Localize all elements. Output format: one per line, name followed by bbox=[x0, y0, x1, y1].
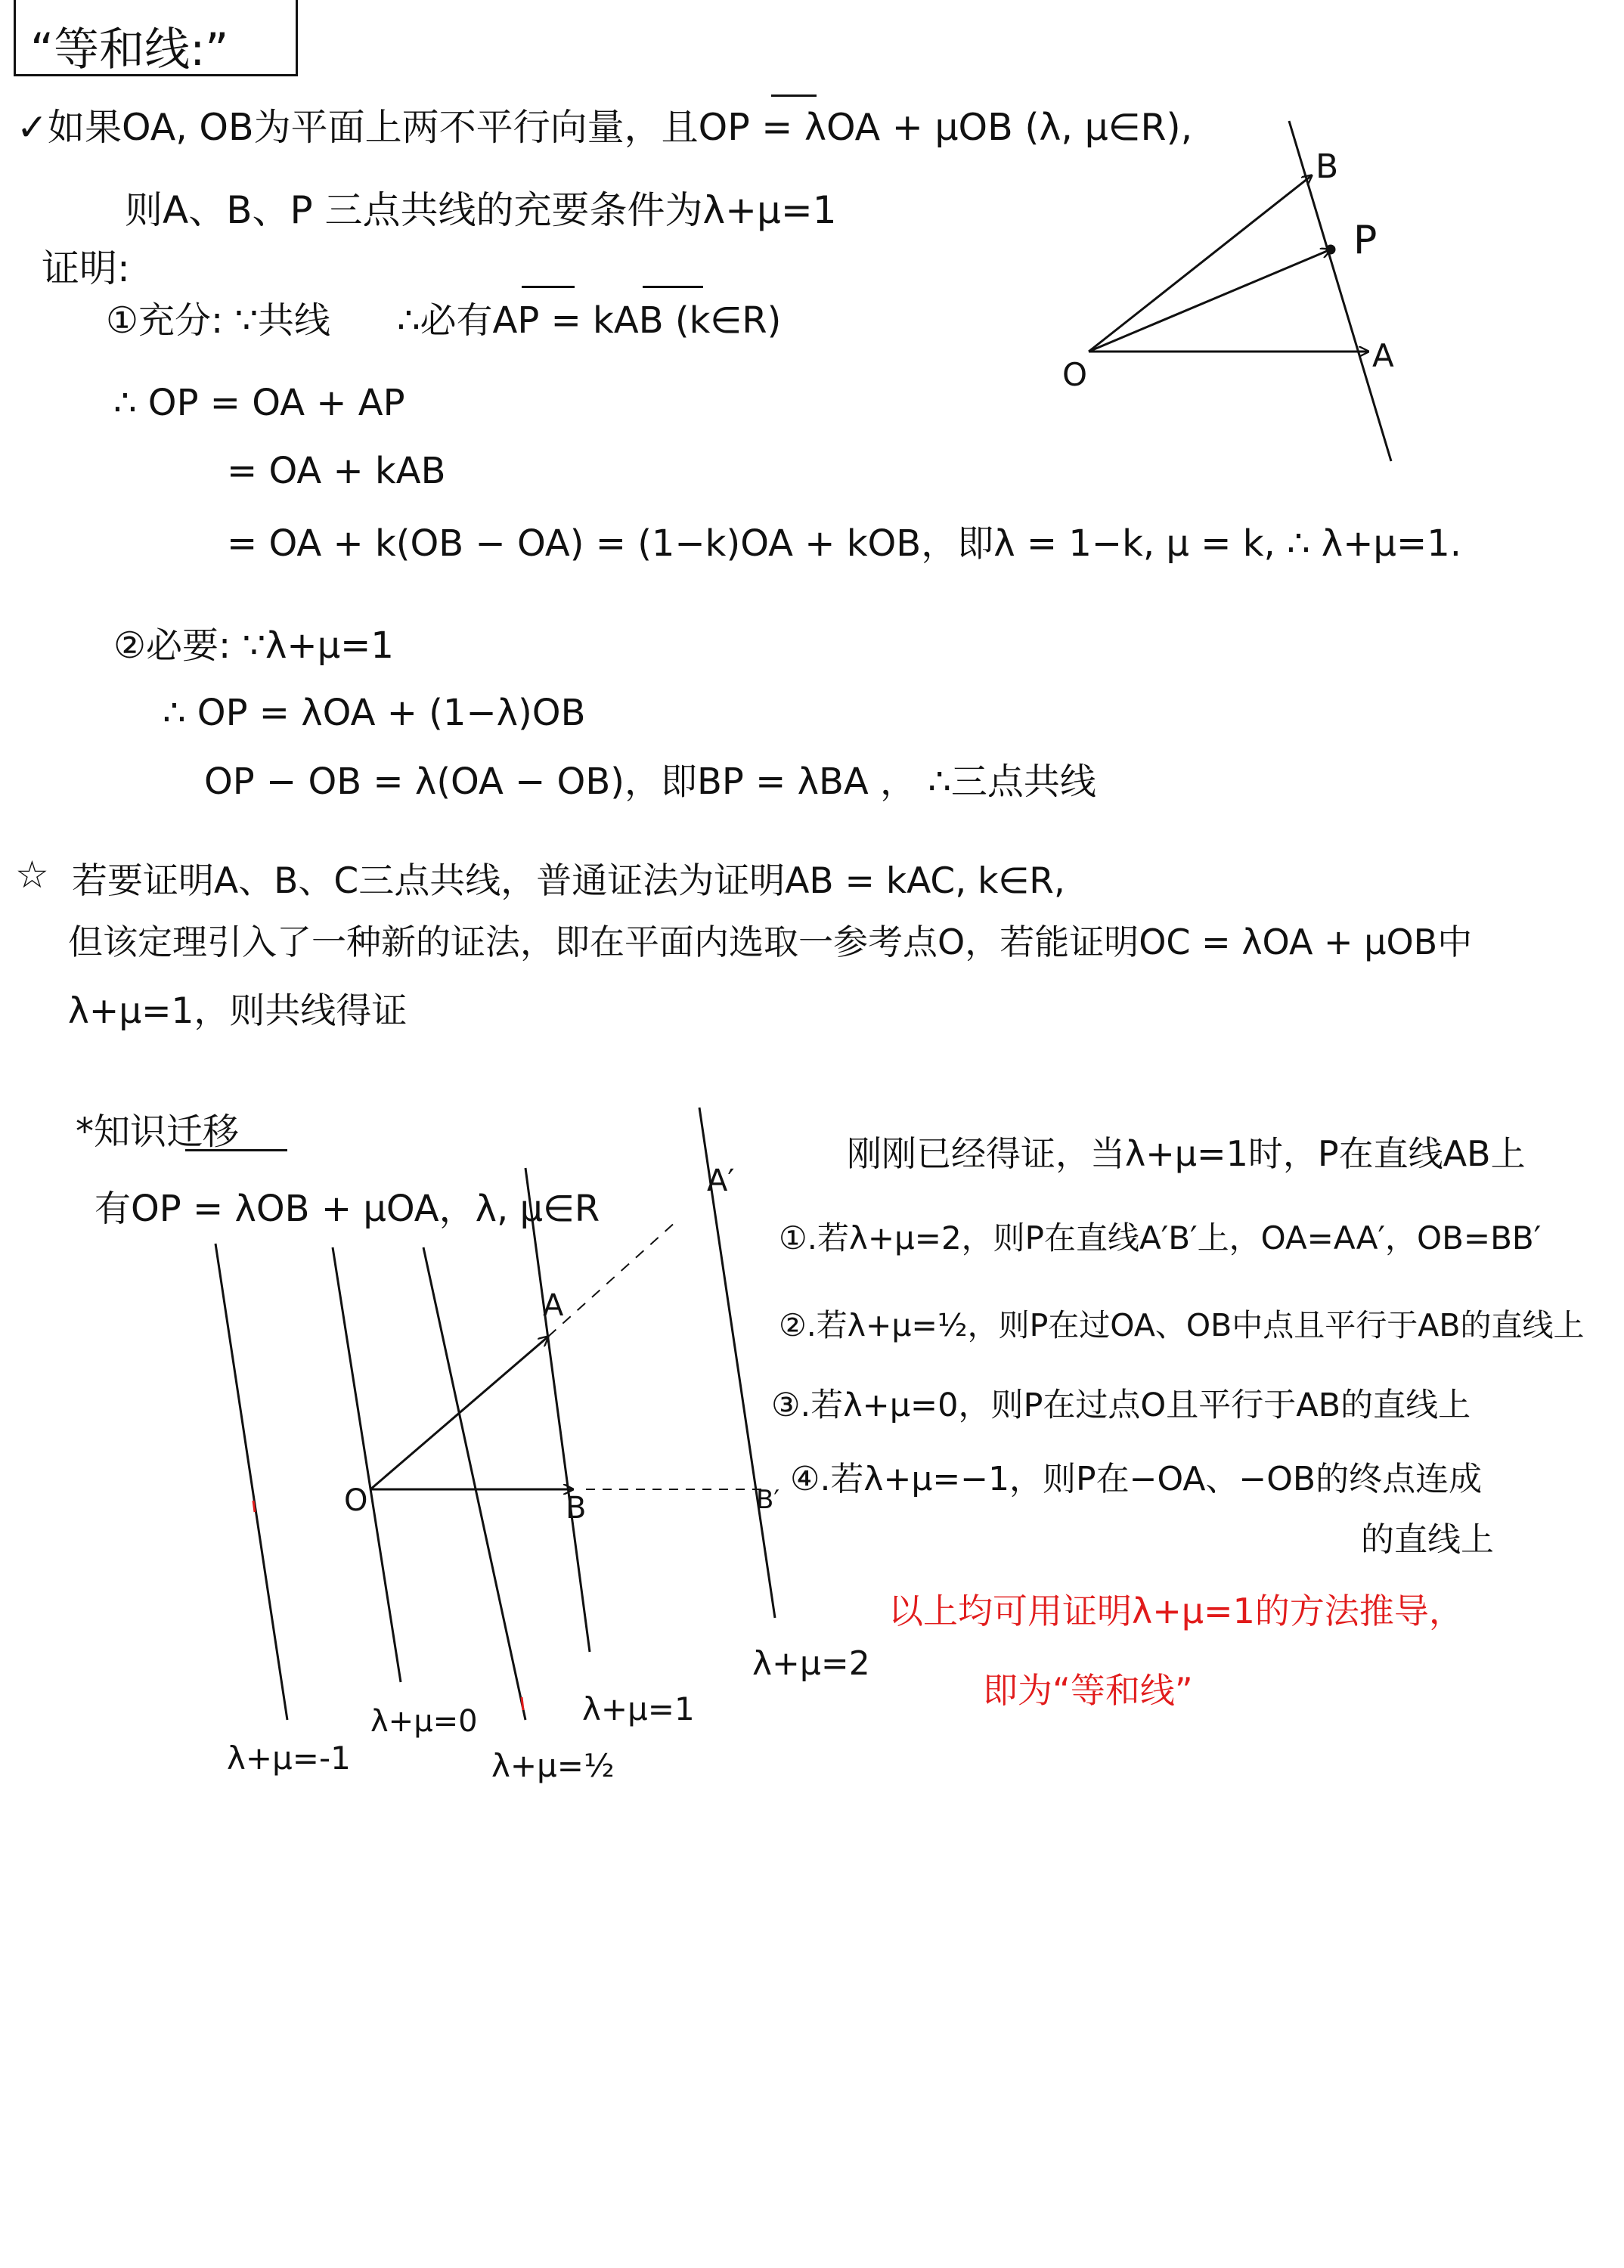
sufficient-step-2: = OA + kAB bbox=[227, 450, 446, 492]
line-ab bbox=[1289, 121, 1391, 461]
extension-item-3: ③.若λ+μ=0，则P在过点O且平行于AB的直线上 bbox=[771, 1387, 1471, 1424]
note-line-2: 但该定理引入了一种新的证法，即在平面内选取一参考点O，若能证明OC = λOA + μOB中 bbox=[68, 922, 1473, 962]
extension-item-2: ②.若λ+μ=½，则P在过OA、OB中点且平行于AB的直线上 bbox=[779, 1307, 1585, 1343]
note-line-3: λ+μ=1，则共线得证 bbox=[68, 990, 408, 1032]
label-o: O bbox=[1062, 356, 1088, 393]
label-b: B bbox=[1316, 147, 1339, 186]
theorem-line-2: 则A、B、P 三点共线的充要条件为λ+μ=1 bbox=[125, 188, 837, 232]
label-line-neg1: λ+μ=-1 bbox=[227, 1740, 351, 1777]
star-mark: ☆ bbox=[15, 853, 49, 897]
red-mark-2 bbox=[522, 1697, 523, 1710]
vector-ob bbox=[1089, 175, 1312, 352]
label-a: A bbox=[1372, 337, 1394, 374]
necessary-step-2: OP − OB = λ(OA − OB)，即BP = λBA ， ∴三点共线 bbox=[204, 761, 1096, 803]
extension-item-4: ④.若λ+μ=−1，则P在−OA、−OB的终点连成 bbox=[790, 1460, 1483, 1498]
label-b-prime: B′ bbox=[756, 1485, 780, 1515]
level-line-half bbox=[423, 1247, 525, 1720]
theorem-line-1: ✓如果OA, OB为平面上两不平行向量，且OP = λOA + μOB (λ, μ∈R), bbox=[17, 106, 1193, 149]
dashed-a-a-prime bbox=[548, 1221, 677, 1337]
extension-conclusion-1: 以上均可用证明λ+μ=1的方法推导， bbox=[888, 1591, 1464, 1631]
point-p bbox=[1327, 246, 1334, 253]
level-line-0 bbox=[333, 1247, 401, 1682]
extension-formula: 有OP = λOB + μOA，λ, μ∈R bbox=[95, 1188, 600, 1230]
overline-arrow-op bbox=[771, 94, 817, 97]
vector-op bbox=[1089, 249, 1331, 352]
label-line-half: λ+μ=½ bbox=[491, 1747, 615, 1784]
label-p: P bbox=[1353, 218, 1378, 263]
label-line-0: λ+μ=0 bbox=[370, 1704, 478, 1739]
label-line-1: λ+μ=1 bbox=[582, 1690, 695, 1727]
level-line-1 bbox=[525, 1168, 590, 1652]
extension-conclusion-2: 即为“等和线” bbox=[983, 1670, 1193, 1711]
label-a-2: A bbox=[543, 1288, 564, 1323]
necessary-step-1: ∴ OP = λOA + (1−λ)OB bbox=[163, 692, 586, 734]
overline-arrow-ap bbox=[522, 286, 575, 288]
label-b-2: B bbox=[566, 1491, 587, 1526]
sufficient-step-1: ∴ OP = OA + AP bbox=[113, 382, 405, 424]
sufficient-title: ①充分: ∵共线 bbox=[106, 299, 331, 342]
red-mark-1 bbox=[253, 1501, 255, 1512]
extension-item-4-cont: 的直线上 bbox=[1361, 1520, 1494, 1559]
label-o-2: O bbox=[344, 1483, 368, 1518]
extension-intro: 刚刚已经得证，当λ+μ=1时，P在直线AB上 bbox=[847, 1133, 1526, 1174]
extension-heading: *知识迁移 bbox=[76, 1111, 240, 1153]
extension-item-1: ①.若λ+μ=2，则P在直线A′B′上，OA=AA′，OB=BB′ bbox=[779, 1219, 1542, 1256]
level-line-neg1 bbox=[215, 1244, 287, 1720]
page-title: “等和线:” bbox=[30, 23, 229, 76]
label-a-prime: A′ bbox=[707, 1163, 735, 1198]
sufficient-step-3: = OA + k(OB − OA) = (1−k)OA + kOB，即λ = 1−k, μ = k, ∴ λ+μ=1. bbox=[227, 522, 1461, 565]
overline-arrow-ab bbox=[643, 286, 703, 288]
note-line-1: 若要证明A、B、C三点共线，普通证法为证明AB = kAC, k∈R, bbox=[72, 860, 1065, 902]
label-line-2: λ+μ=2 bbox=[752, 1644, 870, 1683]
sufficient-condition: ∴必有AP = kAB (k∈R) bbox=[397, 299, 782, 342]
diagram-1 bbox=[1089, 121, 1391, 461]
diagram-2 bbox=[215, 1108, 775, 1720]
vector-oa-2 bbox=[370, 1337, 548, 1489]
proof-heading: 证明: bbox=[42, 246, 130, 290]
necessary-title: ②必要: ∵λ+μ=1 bbox=[113, 624, 394, 667]
